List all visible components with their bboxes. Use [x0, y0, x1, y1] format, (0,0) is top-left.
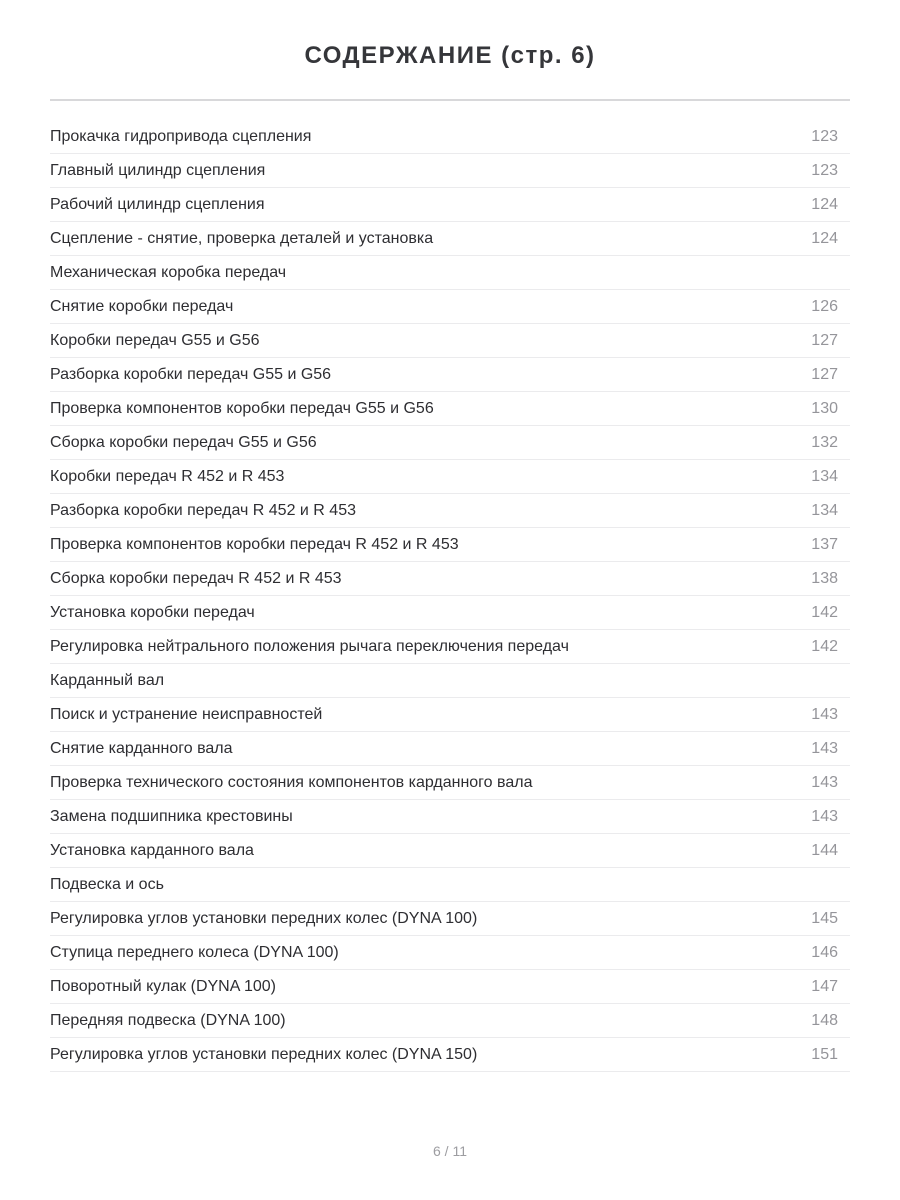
toc-row — [50, 256, 850, 290]
toc-row — [50, 698, 850, 732]
toc-entry-label: Рабочий цилиндр сцепления — [50, 195, 265, 213]
toc-row — [50, 154, 850, 188]
toc-entry-label: Поворотный кулак (DYNA 100) — [50, 977, 276, 995]
toc-entry-label: Регулировка углов установки передних колес (DYNA 100) — [50, 909, 478, 927]
toc-entry-page-number: 123 — [811, 161, 838, 179]
toc-entry-label: Сцепление - снятие, проверка деталей и установка — [50, 229, 434, 247]
toc-row — [50, 562, 850, 596]
toc-entry-label: Регулировка углов установки передних колес (DYNA 150) — [50, 1045, 478, 1063]
toc-row — [50, 528, 850, 562]
toc-entry-page-number: 143 — [811, 807, 838, 825]
toc-entry-page-number: 126 — [811, 297, 838, 315]
toc-row — [50, 868, 850, 902]
toc-row — [50, 120, 850, 154]
header-divider — [50, 99, 850, 101]
toc-entry-page-number: 124 — [811, 229, 838, 247]
toc-row — [50, 1004, 850, 1038]
toc-entry-page-number: 123 — [811, 127, 838, 145]
toc-entry-label: Разборка коробки передач G55 и G56 — [50, 365, 332, 383]
toc-entry-page-number: 143 — [811, 773, 838, 791]
toc-row — [50, 800, 850, 834]
toc-entry-label: Поиск и устранение неисправностей — [50, 705, 323, 723]
toc-entry-label: Проверка компонентов коробки передач R 452 и R 453 — [50, 535, 459, 553]
toc-entry-page-number: 145 — [811, 909, 838, 927]
toc-list — [50, 120, 850, 1072]
toc-entry-label: Снятие карданного вала — [50, 739, 233, 757]
toc-entry-label: Передняя подвеска (DYNA 100) — [50, 1011, 286, 1029]
toc-entry-page-number: 147 — [811, 977, 838, 995]
toc-entry-label: Проверка технического состояния компонентов карданного вала — [50, 773, 533, 791]
toc-row — [50, 188, 850, 222]
toc-entry-label: Сборка коробки передач R 452 и R 453 — [50, 569, 342, 587]
toc-row — [50, 222, 850, 256]
toc-row — [50, 834, 850, 868]
toc-entry-page-number: 134 — [811, 467, 838, 485]
toc-entry-page-number: 130 — [811, 399, 838, 417]
toc-row — [50, 324, 850, 358]
toc-row — [50, 392, 850, 426]
toc-row — [50, 766, 850, 800]
toc-entry-page-number: 148 — [811, 1011, 838, 1029]
toc-row — [50, 732, 850, 766]
toc-entry-label: Коробки передач G55 и G56 — [50, 331, 260, 349]
toc-row — [50, 664, 850, 698]
page-title: СОДЕРЖАНИЕ (стр. 6) — [304, 42, 596, 69]
toc-row — [50, 970, 850, 1004]
toc-row — [50, 596, 850, 630]
toc-row — [50, 494, 850, 528]
toc-entry-label: Регулировка нейтрального положения рычага переключения передач — [50, 637, 569, 655]
toc-entry-label: Главный цилиндр сцепления — [50, 161, 266, 179]
toc-entry-label: Прокачка гидропривода сцепления — [50, 127, 312, 145]
toc-entry-page-number: 137 — [811, 535, 838, 553]
toc-row — [50, 630, 850, 664]
toc-row — [50, 358, 850, 392]
toc-entry-label: Подвеска и ось — [50, 875, 164, 893]
toc-entry-label: Замена подшипника крестовины — [50, 807, 293, 825]
toc-entry-page-number: 132 — [811, 433, 838, 451]
toc-entry-page-number: 142 — [811, 637, 838, 655]
toc-entry-label: Проверка компонентов коробки передач G55 и G56 — [50, 399, 434, 417]
toc-entry-page-number: 146 — [811, 943, 838, 961]
toc-entry-label: Снятие коробки передач — [50, 297, 234, 315]
toc-row — [50, 426, 850, 460]
toc-entry-label: Сборка коробки передач G55 и G56 — [50, 433, 317, 451]
toc-entry-page-number: 138 — [811, 569, 838, 587]
toc-entry-label: Установка коробки передач — [50, 603, 255, 621]
toc-entry-label: Карданный вал — [50, 671, 165, 689]
toc-entry-page-number: 127 — [811, 331, 838, 349]
toc-entry-page-number: 151 — [811, 1045, 838, 1063]
toc-row — [50, 936, 850, 970]
toc-row — [50, 902, 850, 936]
toc-entry-label: Механическая коробка передач — [50, 263, 287, 281]
toc-entry-page-number: 124 — [811, 195, 838, 213]
toc-entry-page-number: 144 — [811, 841, 838, 859]
toc-entry-label: Разборка коробки передач R 452 и R 453 — [50, 501, 356, 519]
toc-entry-label: Установка карданного вала — [50, 841, 254, 859]
toc-entry-page-number: 134 — [811, 501, 838, 519]
toc-entry-label: Коробки передач R 452 и R 453 — [50, 467, 285, 485]
toc-entry-page-number: 143 — [811, 739, 838, 757]
toc-entry-page-number: 143 — [811, 705, 838, 723]
toc-entry-page-number: 127 — [811, 365, 838, 383]
toc-entry-page-number: 142 — [811, 603, 838, 621]
page-counter: 6 / 11 — [433, 1143, 467, 1159]
toc-row — [50, 290, 850, 324]
toc-entry-label: Ступица переднего колеса (DYNA 100) — [50, 943, 339, 961]
toc-row — [50, 460, 850, 494]
toc-row — [50, 1038, 850, 1072]
